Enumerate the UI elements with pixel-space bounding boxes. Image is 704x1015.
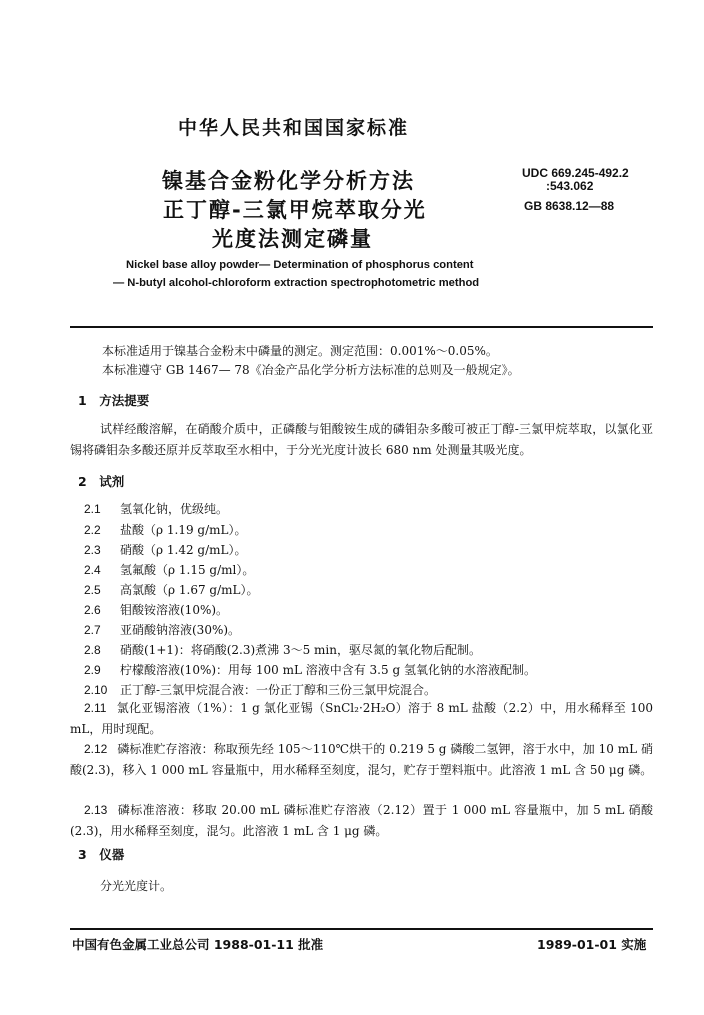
- udc-code-continuation: :543.062: [546, 179, 594, 193]
- reagent-number: 2.2: [84, 523, 101, 537]
- reagent-text: 氢氟酸（ρ 1.15 g/ml）。: [120, 563, 255, 577]
- reagent-item-2-13: [70, 800, 653, 842]
- reagent-item-2-12: [70, 739, 653, 781]
- reagent-item: [84, 541, 246, 558]
- title-line-2: 正丁醇-三氯甲烷萃取分光: [163, 198, 427, 222]
- reagent-number: 2.1: [84, 502, 101, 516]
- reagent-text: 正丁醇-三氯甲烷混合液：一份正丁醇和三份三氯甲烷混合。: [120, 683, 437, 697]
- reagent-text: 柠檬酸溶液(10%)：用每 100 mL 溶液中含有 3.5 g 氢氧化钠的水溶液配制。: [120, 663, 536, 677]
- header-divider: [70, 326, 653, 328]
- reagent-number: 2.12: [84, 742, 108, 756]
- section-1-text: 试样经酸溶解，在硝酸介质中，正磷酸与钼酸铵生成的磷钼杂多酸可被正丁醇-三氯甲烷萃取，以氯化亚锡将磷钼杂多酸还原并反萃取至水相中，于分光光度计波长 680 nm 处测量其吸光度。: [70, 422, 653, 457]
- reagent-text: 高氯酸（ρ 1.67 g/mL）。: [120, 583, 259, 597]
- reagent-text: 氢氧化钠，优级纯。: [120, 502, 229, 516]
- reagent-text: 磷标准溶液：移取 20.00 mL 磷标准贮存溶液（2.12）置于 1 000 mL 容量瓶中，加 5 mL 硝酸(2.3)，用水稀释至刻度，混匀。此溶液 1 mL 含 1 μg 磷。: [70, 803, 653, 838]
- national-standard-label: 中华人民共和国国家标准: [178, 117, 410, 139]
- reagent-text: 盐酸（ρ 1.19 g/mL）。: [120, 523, 247, 537]
- intro-compliance: 本标准遵守 GB 1467— 78《冶金产品化学分析方法标准的总则及一般规定》。: [102, 363, 520, 377]
- title-line-1: 镍基合金粉化学分析方法: [162, 169, 415, 193]
- section-3-text: 分光光度计。: [100, 879, 173, 893]
- reagent-text: 硝酸(1+1)：将硝酸(2.3)煮沸 3～5 min，驱尽氮的氧化物后配制。: [120, 643, 481, 657]
- reagent-item: [84, 661, 536, 678]
- english-title-line-1: Nickel base alloy powder— Determination of phosphorus content: [126, 259, 474, 271]
- reagent-item: [84, 521, 246, 538]
- section-3-heading: 3 仪器: [78, 847, 125, 862]
- reagent-text: 钼酸铵溶液(10%)。: [120, 603, 229, 617]
- reagent-item: [84, 601, 228, 618]
- reagent-number: 2.11: [84, 701, 107, 715]
- reagent-number: 2.3: [84, 543, 101, 557]
- reagent-number: 2.6: [84, 603, 101, 617]
- reagent-number: 2.10: [84, 683, 108, 697]
- english-title-line-2: — N-butyl alcohol-chloroform extraction spectrophotometric method: [113, 277, 480, 289]
- intro-scope: 本标准适用于镍基合金粉末中磷量的测定。测定范围：0.001%～0.05%。: [102, 344, 498, 358]
- reagent-item: [84, 641, 481, 658]
- reagent-number: 2.9: [84, 663, 101, 677]
- reagent-number: 2.8: [84, 643, 101, 657]
- udc-code: UDC 669.245-492.2: [522, 166, 629, 180]
- reagent-item: [84, 621, 240, 638]
- reagent-number: 2.4: [84, 563, 101, 577]
- reagent-text: 氯化亚锡溶液（1%）：1 g 氯化亚锡（SnCl₂·2H₂O）溶于 8 mL 盐酸（2.2）中，用水稀释至 100 mL，用时现配。: [70, 701, 653, 736]
- gb-number: GB 8638.12—88: [524, 199, 615, 213]
- reagent-item-2-11: [70, 698, 653, 740]
- reagent-number: 2.13: [84, 803, 108, 817]
- reagent-item: [84, 500, 228, 517]
- reagent-text: 硝酸（ρ 1.42 g/mL）。: [120, 543, 247, 557]
- reagent-text: 亚硝酸钠溶液(30%)。: [120, 623, 241, 637]
- footer-divider: [70, 928, 653, 930]
- approval-info: 中国有色金属工业总公司 1988-01-11 批准: [72, 937, 324, 952]
- reagent-item: [84, 581, 258, 598]
- section-1-heading: 1 方法提要: [78, 393, 150, 408]
- reagent-number: 2.7: [84, 623, 101, 637]
- title-line-3: 光度法测定磷量: [212, 227, 373, 251]
- effective-date: 1989-01-01 实施: [537, 937, 647, 952]
- reagent-item: [84, 681, 436, 698]
- reagent-number: 2.5: [84, 583, 101, 597]
- section-2-heading: 2 试剂: [78, 474, 125, 489]
- reagent-text: 磷标准贮存溶液：称取预先经 105～110℃烘干的 0.219 5 g 磷酸二氢钾，溶于水中，加 10 mL 硝酸(2.3)，移入 1 000 mL 容量瓶中，用水稀释至刻度，混匀，贮存于塑料瓶中。此溶液 1 mL 含 50 μg 磷。: [70, 742, 653, 777]
- reagent-item: [84, 561, 254, 578]
